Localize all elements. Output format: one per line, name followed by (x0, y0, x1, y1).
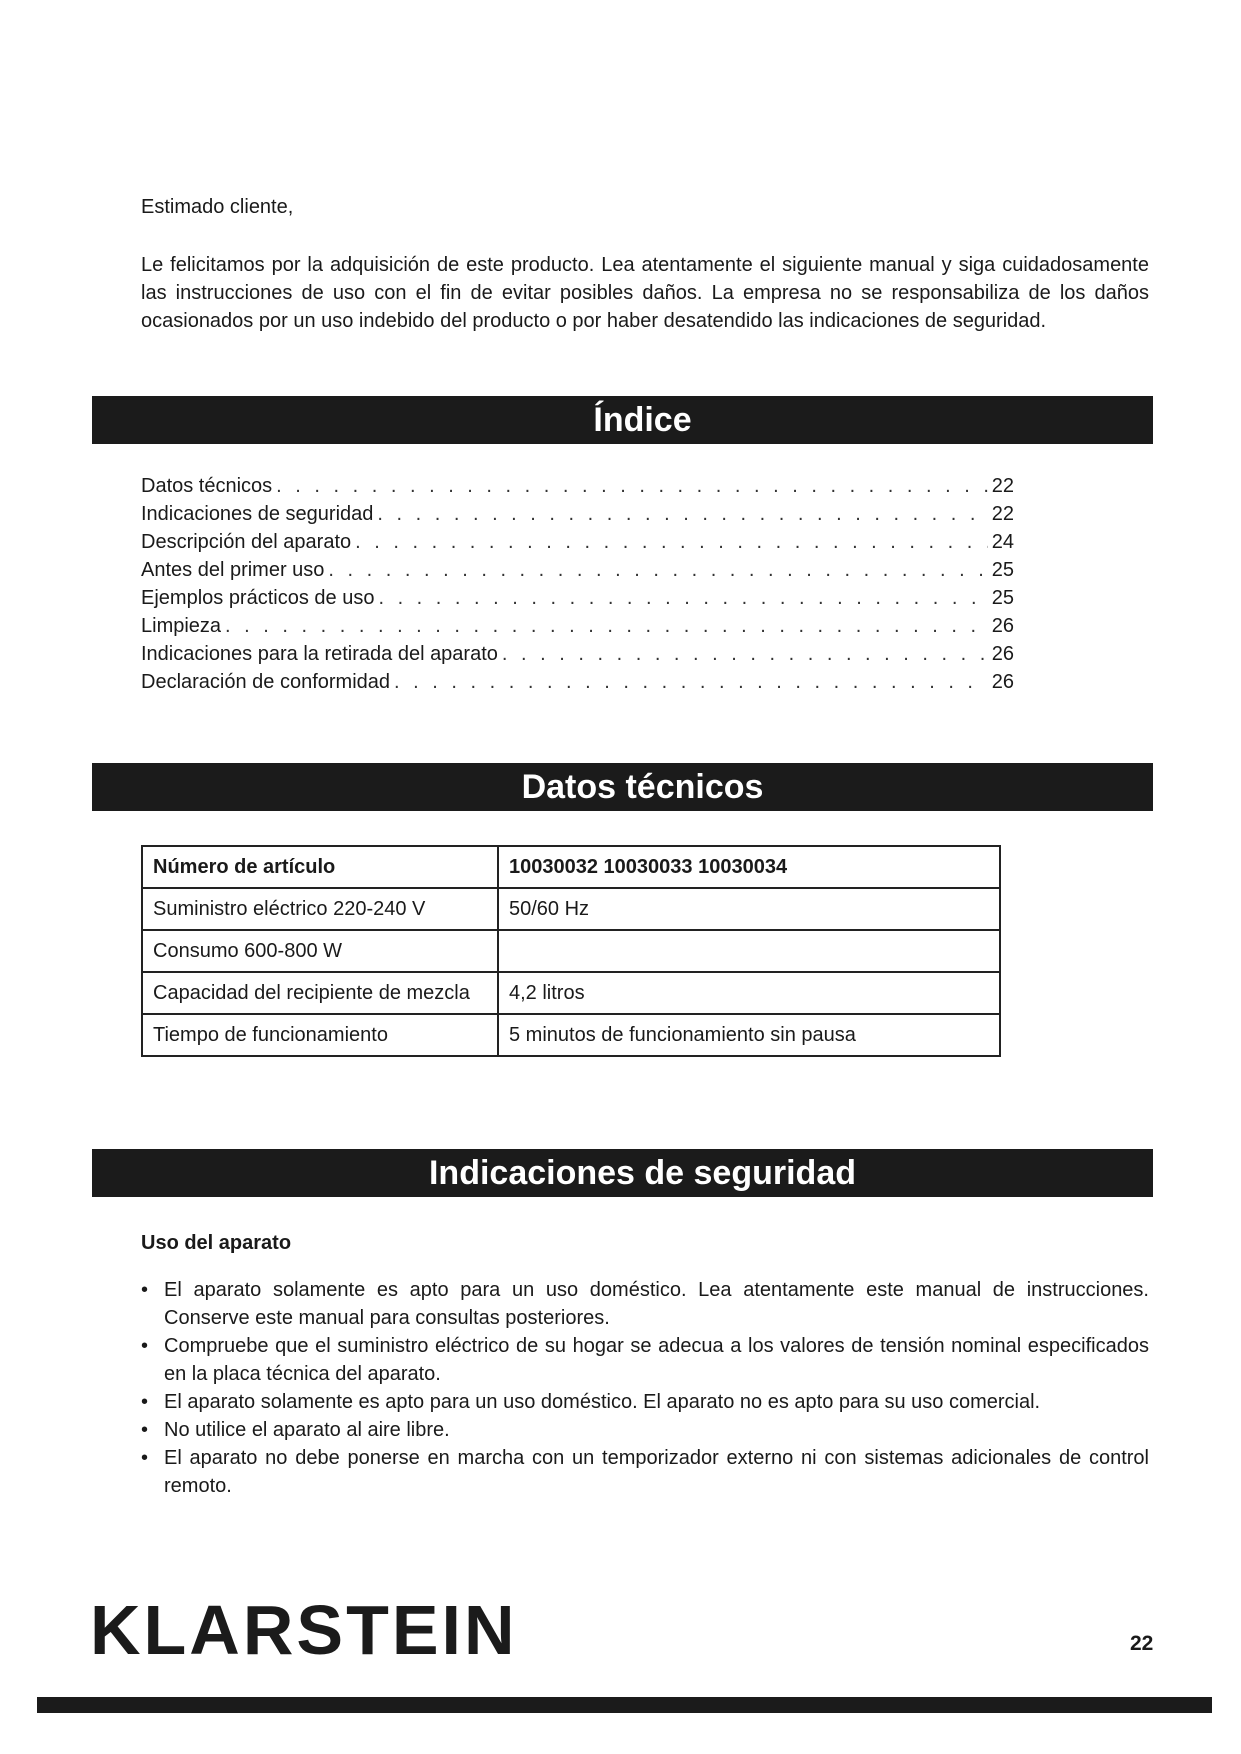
toc-page: 26 (991, 615, 1014, 637)
safety-subtitle: Uso del aparato (141, 1232, 292, 1254)
greeting: Estimado cliente, (141, 196, 294, 218)
table-cell-value: 4,2 litros (498, 972, 1000, 1014)
toc-page: 26 (991, 643, 1014, 665)
table-cell-value: 5 minutos de funcionamiento sin pausa (498, 1014, 1000, 1056)
table-row (142, 1014, 1000, 1056)
table-cell-label (142, 888, 498, 930)
toc-label: Indicaciones para la retirada del aparato (141, 643, 498, 665)
table-cell-label: Tiempo de funcionamiento (142, 1014, 498, 1056)
index-title: Índice (593, 401, 692, 439)
intro-paragraph: Le felicitamos por la adquisición de este producto. Lea atentamente el siguiente manual y siga cuidadosamente las instrucciones de uso con el fin de evitar posibles daños. La empresa no se responsabiliza de los daños ocasionados por un uso indebido del producto o por haber desatendido las indicaciones de seguridad. (141, 254, 1149, 332)
table-row (142, 972, 1000, 1014)
toc-label: Declaración de conformidad (141, 671, 391, 693)
table-row (142, 846, 1000, 888)
toc-entry[interactable] (141, 612, 1014, 640)
list-item: • Compruebe que el suministro eléctrico de su hogar se adecua a los valores de tensión nominal especificados en la placa técnica del aparato. (141, 1332, 1149, 1388)
toc-page: 22 (991, 475, 1014, 497)
toc-entry[interactable] (141, 500, 1014, 528)
toc-label: Indicaciones de seguridad (141, 503, 374, 525)
table-cell-label: Consumo 600-800 W (142, 930, 498, 972)
toc-label: Ejemplos prácticos de uso (141, 587, 375, 609)
toc-label: Limpieza (141, 615, 222, 637)
table-cell-value: 10030032 10030033 10030034 (498, 846, 1000, 888)
table-cell-label: Número de artículo (142, 846, 498, 888)
toc-page: 24 (991, 531, 1014, 553)
table-row (142, 888, 1000, 930)
table-cell-label: Capacidad del recipiente de mezcla (142, 972, 498, 1014)
table-row (142, 930, 1000, 972)
brand-logo: KLARSTEIN (90, 1591, 518, 1669)
toc-entry[interactable] (141, 472, 1014, 500)
toc-entry[interactable] (141, 528, 1014, 556)
toc-page: 25 (991, 587, 1014, 609)
table-of-contents (141, 472, 1014, 696)
supply-label: Suministro eléctrico (153, 897, 328, 920)
toc-entry[interactable] (141, 640, 1014, 668)
table-cell-value (498, 930, 1000, 972)
list-item: • El aparato no debe ponerse en marcha con un temporizador externo ni con sistemas adicionales de control remoto. (141, 1444, 1149, 1500)
safety-bullet-list (141, 1276, 1149, 1500)
list-item: • No utilice el aparato al aire libre. (141, 1416, 1149, 1444)
toc-page: 22 (991, 503, 1014, 525)
list-item: • El aparato solamente es apto para un uso doméstico. El aparato no es apto para su uso comercial. (141, 1388, 1149, 1416)
toc-entry[interactable] (141, 584, 1014, 612)
safety-header (92, 1149, 1153, 1197)
toc-entry[interactable] (141, 556, 1014, 584)
toc-entry[interactable] (141, 668, 1014, 696)
toc-label: Antes del primer uso (141, 559, 325, 581)
toc-page: 25 (991, 559, 1014, 581)
tech-data-table (141, 845, 1001, 1057)
page-number: 22 (1130, 1632, 1154, 1655)
index-header (92, 396, 1153, 444)
toc-label: Datos técnicos (141, 475, 273, 497)
toc-label: Descripción del aparato (141, 531, 352, 553)
safety-title: Indicaciones de seguridad (428, 1154, 856, 1192)
toc-page: 26 (991, 671, 1014, 693)
table-cell-value: 50/60 Hz (498, 888, 1000, 930)
tech-data-title: Datos técnicos (521, 768, 764, 806)
supply-voltage: 220-240 V (333, 897, 426, 920)
footer-bar (37, 1697, 1212, 1713)
list-item: • El aparato solamente es apto para un uso doméstico. Lea atentamente este manual de instrucciones. Conserve este manual para consultas posteriores. (141, 1276, 1149, 1332)
tech-data-header (92, 763, 1153, 811)
